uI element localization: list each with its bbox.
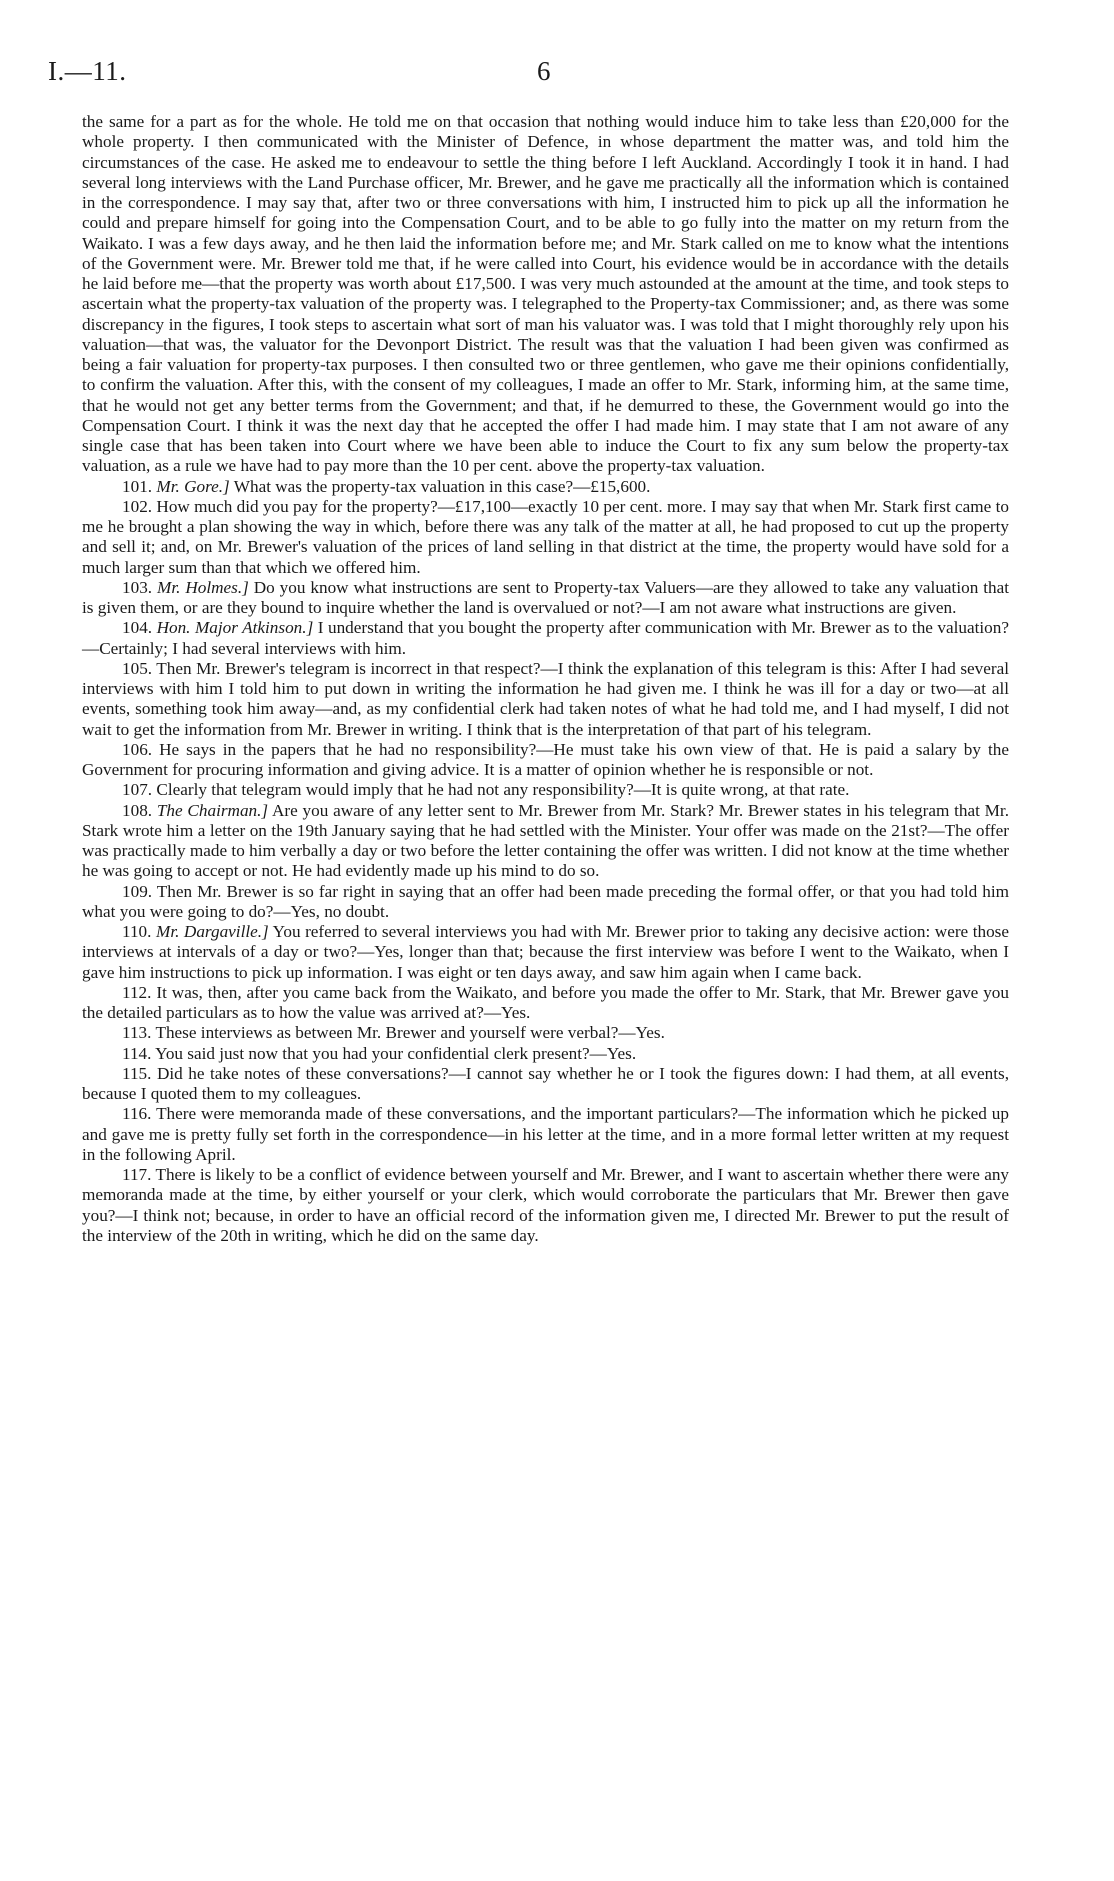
question-114 <box>82 1044 1009 1064</box>
question-number: 108. <box>122 800 153 820</box>
speaker-label: The Chairman.] <box>156 800 269 820</box>
paragraph-text: Clearly that telegram would imply that he had not any responsibility?—It is quite wrong, at that rate. <box>156 780 850 800</box>
question-number: 114. <box>122 1043 152 1063</box>
question-number: 104. <box>122 618 153 638</box>
question-110 <box>82 922 1009 983</box>
paragraph-text: You referred to several interviews you had with Mr. Brewer prior to taking any decisive action: were those interviews at intervals of a day or two?—Yes, longer than that; because the first interview was before I went to the Waikato, when I gave him instructions to pick up information. I was eight or ten days away, and saw him again when I came back. <box>82 922 1009 982</box>
paragraph-text: These interviews as between Mr. Brewer and yourself were verbal?—Yes. <box>155 1023 665 1043</box>
question-number: 105. <box>122 658 153 678</box>
paragraph-text: Did he take notes of these conversations?—I cannot say whether he or I took the figures down: I had them, at all events, because I quoted them to my colleagues. <box>82 1063 1009 1103</box>
paragraph-text: How much did you pay for the property?—£17,100—exactly 10 per cent. more. I may say that when Mr. Stark first came to me he brought a plan showing the way in which, before there was any talk of the matter at all, he had proposed to cut up the property and sell it; and, on Mr. Brewer's valuation of the prices of land selling in that district at the time, the property would have sold for a much larger sum than that which we offered him. <box>82 496 1009 577</box>
question-number: 103. <box>122 577 153 597</box>
paragraph-text: There were memoranda made of these conversations, and the important particulars?—The information which he picked up and gave me is pretty fully set forth in the correspondence—in his letter at the time, and in a more formal letter written at my request in the following April. <box>82 1104 1009 1164</box>
question-113 <box>82 1023 1009 1043</box>
paragraph-text: You said just now that you had your confidential clerk present?—Yes. <box>155 1043 637 1063</box>
paragraph-text: the same for a part as for the whole. He told me on that occasion that nothing would induce him to take less than £20,000 for the whole property. I then communicated with the Minister of Defence, in whose department the matter was, and told him the circumstances of the case. He asked me to endeavour to settle the thing before I left Auckland. Accordingly I took it in hand. I had several long interviews with the Land Purchase officer, Mr. Brewer, and he gave me practically all the information which is contained in the correspondence. I may say that, after two or three conversations with him, I instructed him to pick up all the information he could and prepare himself for going into the Compensation Court, and to be able to go fully into the matter on my return from the Waikato. I was a few days away, and he then laid the information before me; and Mr. Stark called on me to know what the intentions of the Government were. Mr. Brewer told me that, if he were called into Court, his evidence would be in accordance with the details he laid before me—that the property was worth about £17,500. I was very much astounded at the amount at the time, and took steps to ascertain what the property-tax valuation of the property was. I telegraphed to the Property-tax Commissioner; and, as there was some discrepancy in the figures, I took steps to ascertain what sort of man his valuator was. I was told that I might thoroughly rely upon his valuation—that was, the valuator for the Devonport District. The result was that the valuation I had been given was confirmed as being a fair valuation for property-tax purposes. I then consulted two or three gentlemen, who gave me their opinions confidentially, to confirm the valuation. After this, with the consent of my colleagues, I made an offer to Mr. Stark, informing him, at the same time, that he would not get any better terms from the Government; and that, if he demurred to these, the Government would go into the Compensation Court. I think it was the next day that he accepted the offer I had made him. I may state that I am not aware of any single case that has been taken into Court where we have been able to induce the Court to fix any sum below the property-tax valuation, as a rule we have had to pay more than the 10 per cent. above the property-tax valuation. <box>82 112 1009 476</box>
speaker-label: Mr. Gore.] <box>156 476 230 496</box>
question-number: 102. <box>122 496 153 516</box>
document-reference: I.—11. <box>48 56 127 86</box>
speaker-label: Mr. Dargaville.] <box>156 922 269 941</box>
question-102 <box>82 497 1009 578</box>
question-116 <box>82 1104 1009 1165</box>
question-103 <box>82 578 1009 619</box>
speaker-label: Hon. Major Atkinson.] <box>156 618 314 638</box>
paragraph-text: Do you know what instructions are sent to Property-tax Valuers—are they allowed to take any valuation that is given them, or are they bound to inquire whether the land is overvalued or not?—I am not aware what instructions are given. <box>82 577 1009 617</box>
paragraph-text: Then Mr. Brewer is so far right in saying that an offer had been made preceding the formal offer, or that you had told him what you were going to do?—Yes, no doubt. <box>82 881 1009 921</box>
question-101 <box>82 477 1009 497</box>
question-number: 109. <box>122 881 153 901</box>
question-number: 110. <box>122 922 152 941</box>
question-number: 116. <box>122 1104 152 1124</box>
question-104 <box>82 618 1009 659</box>
question-106 <box>82 740 1009 781</box>
page-header <box>48 56 1008 96</box>
question-number: 112. <box>122 982 152 1002</box>
question-108 <box>82 801 1009 882</box>
question-107 <box>82 780 1009 800</box>
paragraph-text: There is likely to be a conflict of evidence between yourself and Mr. Brewer, and I want to ascertain whether there were any memoranda made at the time, by either yourself or your clerk, which would corroborate the particulars that Mr. Brewer then gave you?—I think not; because, in order to have an official record of the information given me, I directed Mr. Brewer to put the result of the interview of the 20th in writing, which he did on the same day. <box>82 1165 1010 1245</box>
speaker-label: Mr. Holmes.] <box>157 577 249 597</box>
document-body <box>82 112 1009 1246</box>
question-number: 106. <box>122 739 153 759</box>
question-number: 113. <box>122 1023 152 1043</box>
paragraph-text: What was the property-tax valuation in this case?—£15,600. <box>233 476 651 496</box>
paragraph-text: It was, then, after you came back from the Waikato, and before you made the offer to Mr. Stark, that Mr. Brewer gave you the detailed particulars as to how the value was arrived at?—Yes. <box>82 982 1009 1022</box>
question-number: 117. <box>122 1165 152 1184</box>
paragraph-text: He says in the papers that he had no responsibility?—He must take his own view of that. He is paid a salary by the Government for procuring information and giving advice. It is a matter of opinion whether he is responsible or not. <box>82 739 1009 779</box>
question-number: 101. <box>122 476 153 496</box>
paragraph-text: Are you aware of any letter sent to Mr. Brewer from Mr. Stark? Mr. Brewer states in his telegram that Mr. Stark wrote him a letter on the 19th January saying that he had settled with the Minister. Your offer was made on the 21st?—The offer was practically made to him verbally a day or two before the letter containing the offer was written. I did not know at the time whether he was going to accept or not. He had evidently made up his mind to do so. <box>82 800 1010 881</box>
question-number: 115. <box>122 1063 152 1083</box>
question-117 <box>82 1165 1009 1246</box>
question-115 <box>82 1064 1009 1105</box>
paragraph-continuation <box>82 112 1009 477</box>
question-105 <box>82 659 1009 740</box>
paragraph-text: Then Mr. Brewer's telegram is incorrect in that respect?—I think the explanation of this telegram is this: After I had several interviews with him I told him to put down in writing the information he had given me. I think he was ill for a day or two—at all events, something took him away—and, as my confidential clerk had taken notes of what he had told me, and I had myself, I did not wait to get the information from Mr. Brewer in writing. I think that is the interpretation of that part of his telegram. <box>82 658 1009 739</box>
question-112 <box>82 983 1009 1024</box>
question-number: 107. <box>122 780 153 800</box>
page-number: 6 <box>537 56 551 86</box>
paragraph-text: I understand that you bought the property after communication with Mr. Brewer as to the valuation?—Certainly; I had several interviews with him. <box>82 618 1009 658</box>
question-109 <box>82 882 1009 923</box>
